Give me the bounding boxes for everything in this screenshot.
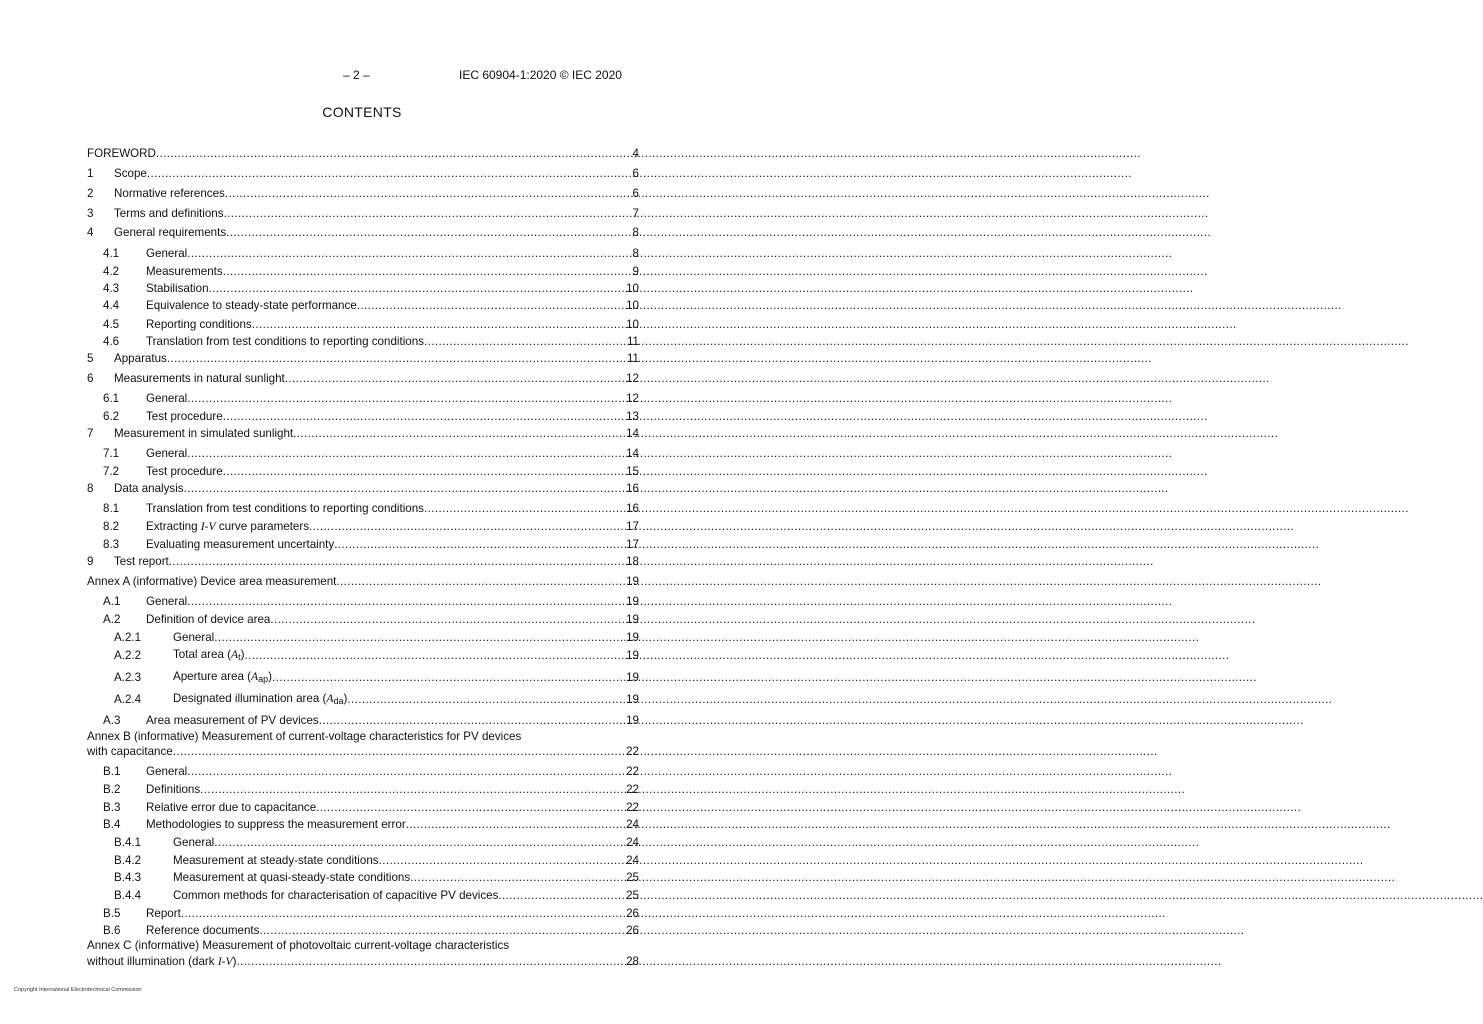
toc-entry-4-6[interactable]: 4.6 Translation from test conditions to reporting conditions ..... 11 [103, 332, 639, 348]
toc-entry-a-3[interactable]: A.3 Area measurement of PV devices ..... 19 [103, 711, 639, 727]
dot-leader [237, 955, 626, 968]
toc-entry-6-2[interactable]: 6.2 Test procedure ..... 13 [103, 407, 639, 423]
dot-leader [334, 538, 625, 551]
toc-entry-b-5[interactable]: B.5 Report ..... 26 [103, 904, 639, 920]
toc-entry-8-2[interactable]: 8.2 Extracting I-V curve parameters ..... 17 [103, 517, 639, 533]
toc-entry-4-1[interactable]: 4.1 General ..... 8 [103, 244, 639, 260]
dot-leader [357, 299, 625, 312]
dot-leader [336, 575, 625, 588]
toc-entry-b-4-3[interactable]: B.4.3 Measurement at quasi-steady-state conditions ..... 25 [114, 868, 639, 884]
toc-entry-6[interactable]: 6 Measurements in natural sunlight ..... 12 [87, 369, 639, 385]
dot-leader [147, 167, 625, 180]
dot-leader [209, 282, 625, 295]
page-header [0, 68, 724, 84]
page-title: CONTENTS [322, 104, 402, 120]
toc-entry-b-2[interactable]: B.2 Definitions ..... 22 [103, 780, 639, 796]
dot-leader [272, 671, 625, 684]
dot-leader [309, 520, 625, 533]
dot-leader [259, 924, 625, 937]
page-number: – 2 – [343, 68, 370, 82]
dot-leader [406, 818, 625, 831]
dot-leader [379, 854, 625, 867]
toc-entry-4-3[interactable]: 4.3 Stabilisation ..... 10 [103, 279, 639, 295]
dot-leader [181, 907, 625, 920]
dot-leader [214, 631, 625, 644]
toc-entry-4[interactable]: 4 General requirements ..... 8 [87, 223, 639, 239]
toc-page-number: 4 [632, 147, 639, 160]
dot-leader [424, 502, 625, 515]
toc-entry-a-2-4[interactable]: A.2.4 Designated illumination area $(A_{da})$ ..... 19 [114, 690, 639, 706]
dot-leader [167, 352, 625, 365]
toc-entry-8[interactable]: 8 Data analysis ..... 16 [87, 479, 639, 495]
toc-entry-b-4[interactable]: B.4 Methodologies to suppress the measurement error ..... 24 [103, 815, 639, 831]
toc-entry-7-2[interactable]: 7.2 Test procedure ..... 15 [103, 462, 639, 478]
dot-leader [316, 801, 625, 814]
dot-leader [156, 147, 625, 160]
dot-leader [252, 318, 625, 331]
toc-entry-annex-b[interactable]: with capacitance ..... 22 [87, 742, 639, 758]
toc-entry-b-6[interactable]: B.6 Reference documents ..... 26 [103, 921, 639, 937]
dot-leader [169, 555, 625, 568]
toc-entry-b-3[interactable]: B.3 Relative error due to capacitance ..... 22 [103, 798, 639, 814]
dot-leader [184, 482, 625, 495]
dot-leader [223, 410, 625, 423]
dot-leader [498, 889, 625, 902]
dot-leader [173, 745, 625, 758]
toc-entry-a-2-3[interactable]: A.2.3 Aperture area $(A_{ap})$ ..... 19 [114, 668, 639, 684]
toc-entry-annex-b-line1[interactable]: Annex B (informative) Measurement of current-voltage characteristics for PV devices [87, 730, 522, 743]
toc-entry-b-1[interactable]: B.1 General ..... 22 [103, 762, 639, 778]
toc-entry-5[interactable]: 5 Apparatus ..... 11 [87, 349, 639, 365]
toc-entry-6-1[interactable]: 6.1 General ..... 12 [103, 389, 639, 405]
toc-entry-4-5[interactable]: 4.5 Reporting conditions ..... 10 [103, 315, 639, 331]
toc-entry-annex-c-line1[interactable]: Annex C (informative) Measurement of photovoltaic current-voltage characteristics [87, 939, 510, 952]
toc-entry-foreword[interactable]: FOREWORD ..... 4 [87, 144, 639, 160]
dot-leader [187, 392, 625, 405]
dot-leader [319, 714, 625, 727]
dot-leader [224, 207, 625, 220]
toc-entry-b-4-1[interactable]: B.4.1 General ..... 24 [114, 833, 639, 849]
dot-leader [223, 265, 625, 278]
dot-leader [424, 335, 625, 348]
toc-entry-annex-c[interactable]: without illumination (dark I-V) ..... 28 [87, 952, 639, 968]
dot-leader [223, 465, 625, 478]
dot-leader [225, 187, 625, 200]
toc-entry-8-1[interactable]: 8.1 Translation from test conditions to reporting conditions ..... 16 [103, 499, 639, 515]
dot-leader [226, 226, 625, 239]
standard-identifier: IEC 60904-1:2020 © IEC 2020 [459, 68, 622, 82]
toc-entry-annex-a[interactable]: Annex A (informative) Device area measurement ..... 19 [87, 572, 639, 588]
dot-leader [270, 613, 625, 626]
toc-entry-a-2[interactable]: A.2 Definition of device area ..... 19 [103, 610, 639, 626]
toc-entry-8-3[interactable]: 8.3 Evaluating measurement uncertainty ..... 17 [103, 535, 639, 551]
dot-leader [410, 871, 625, 884]
toc-entry-4-4[interactable]: 4.4 Equivalence to steady-state performance ..... 10 [103, 296, 639, 312]
dot-leader [187, 595, 625, 608]
dot-leader [187, 765, 625, 778]
toc-entry-1[interactable]: 1 Scope ..... 6 [87, 164, 639, 180]
toc-entry-3[interactable]: 3 Terms and definitions ..... 7 [87, 204, 639, 220]
dot-leader [200, 783, 625, 796]
dot-leader [285, 372, 625, 385]
toc-entry-a-2-2[interactable]: A.2.2 Total area $(A_t)$ ..... 19 [114, 646, 639, 662]
dot-leader [347, 693, 625, 706]
dot-leader [214, 836, 625, 849]
dot-leader [187, 447, 625, 460]
dot-leader [244, 649, 625, 662]
dot-leader [187, 247, 625, 260]
toc-entry-a-1[interactable]: A.1 General ..... 19 [103, 592, 639, 608]
toc-entry-b-4-2[interactable]: B.4.2 Measurement at steady-state conditions ..... 24 [114, 851, 639, 867]
toc-entry-a-2-1[interactable]: A.2.1 General ..... 19 [114, 628, 639, 644]
dot-leader [293, 427, 625, 440]
toc-entry-7-1[interactable]: 7.1 General ..... 14 [103, 444, 639, 460]
toc-entry-7[interactable]: 7 Measurement in simulated sunlight ..... 14 [87, 424, 639, 440]
toc-entry-b-4-4[interactable]: B.4.4 Common methods for characterisation of capacitive PV devices ..... 25 [114, 886, 639, 902]
copyright-footer: Copyright International Electrotechnical Commission [14, 987, 142, 993]
toc-entry-9[interactable]: 9 Test report ..... 18 [87, 552, 639, 568]
toc-entry-2[interactable]: 2 Normative references ..... 6 [87, 184, 639, 200]
toc-entry-4-2[interactable]: 4.2 Measurements ..... 9 [103, 262, 639, 278]
